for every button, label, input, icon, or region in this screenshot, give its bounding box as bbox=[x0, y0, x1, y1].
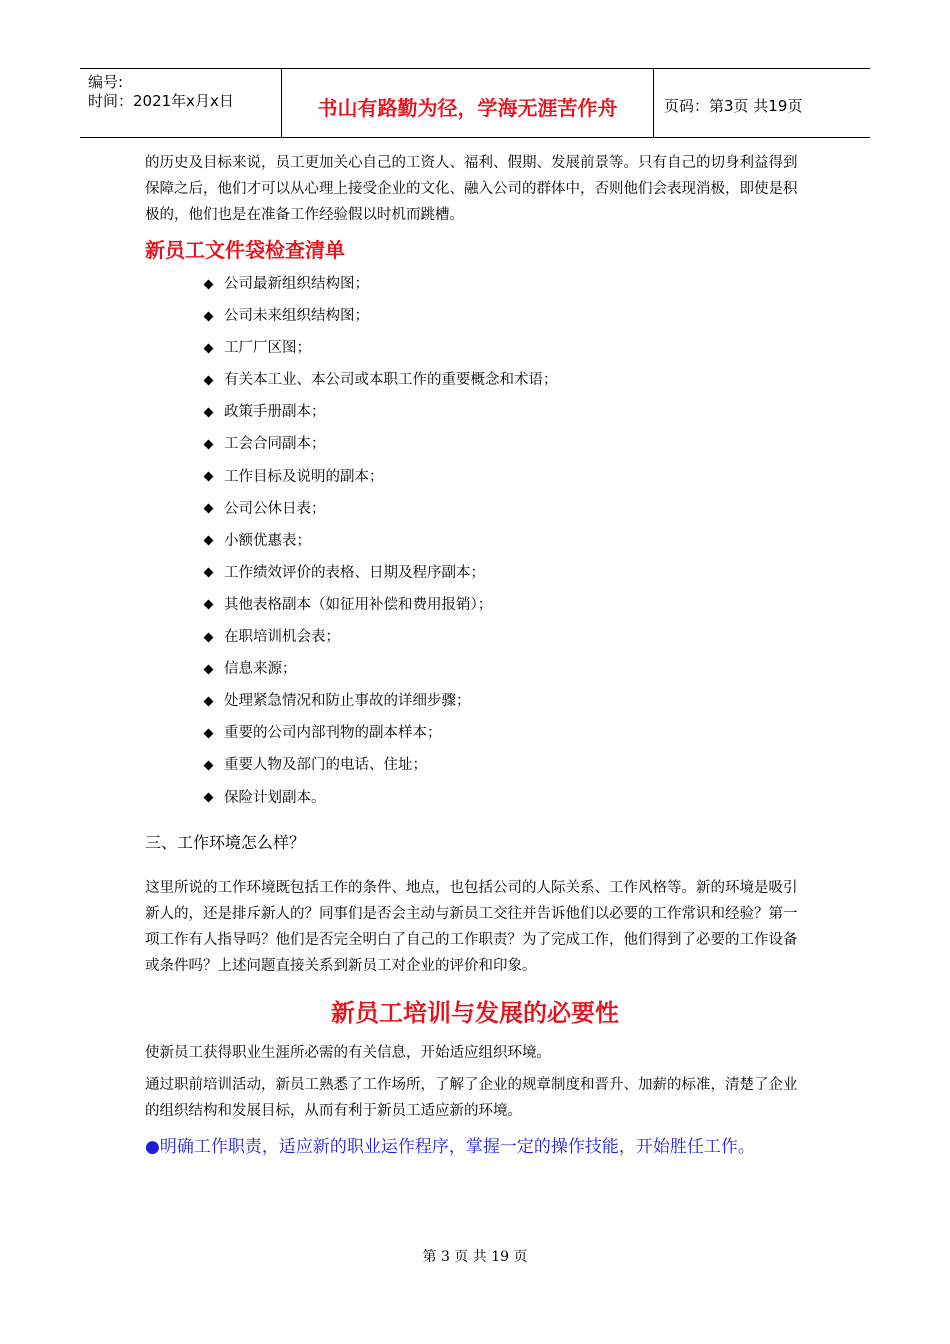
diamond-bullet-icon bbox=[204, 600, 214, 610]
diamond-bullet-icon bbox=[204, 632, 214, 642]
header-meta bbox=[80, 69, 282, 137]
list-item: 小额优惠表； bbox=[203, 525, 805, 557]
diamond-bullet-icon bbox=[204, 664, 214, 674]
list-item: 在职培训机会表； bbox=[203, 621, 805, 653]
date-line: 时间：2021年x月x日 bbox=[88, 92, 234, 110]
list-item: 公司公休日表； bbox=[203, 493, 805, 525]
number-label: 编号: bbox=[88, 73, 124, 91]
diamond-bullet-icon bbox=[204, 536, 214, 546]
checklist-title: 新员工文件袋检查清单 bbox=[145, 238, 345, 262]
list-item: 保险计划副本。 bbox=[203, 782, 805, 814]
list-item: 信息来源； bbox=[203, 653, 805, 685]
diamond-bullet-icon bbox=[204, 504, 214, 514]
checklist bbox=[145, 268, 805, 814]
list-item: 工作目标及说明的副本； bbox=[203, 461, 805, 493]
diamond-bullet-icon bbox=[204, 696, 214, 706]
diamond-bullet-icon bbox=[204, 375, 214, 385]
list-item: 公司最新组织结构图； bbox=[203, 268, 805, 300]
diamond-bullet-icon bbox=[204, 343, 214, 353]
section-three-title: 三、工作环境怎么样？ bbox=[145, 832, 306, 852]
diamond-bullet-icon bbox=[204, 728, 214, 738]
diamond-bullet-icon bbox=[204, 440, 214, 450]
necessity-title: 新员工培训与发展的必要性 bbox=[331, 998, 619, 1027]
necessity-paragraph-2: 通过职前培训活动，新员工熟悉了工作场所，了解了企业的规章制度和晋升、加薪的标准，清楚了企业的组织结构和发展目标，从而有利于新员工适应新的环境。 bbox=[145, 1076, 798, 1119]
header-page-info: 页码：第3页 共19页 bbox=[664, 96, 803, 115]
diamond-bullet-icon bbox=[204, 761, 214, 771]
list-item: 处理紧急情况和防止事故的详细步骤； bbox=[203, 685, 805, 717]
list-item: 有关本工业、本公司或本职工作的重要概念和术语； bbox=[203, 364, 805, 396]
diamond-bullet-icon bbox=[204, 407, 214, 417]
diamond-bullet-icon bbox=[204, 472, 214, 482]
diamond-bullet-icon bbox=[204, 793, 214, 803]
blue-bullet-point: ●明确工作职责，适应新的职业运作程序，掌握一定的操作技能，开始胜任工作。 bbox=[145, 1136, 755, 1157]
diamond-bullet-icon bbox=[204, 279, 214, 289]
document-body bbox=[145, 150, 805, 1157]
page-header bbox=[80, 68, 870, 138]
necessity-paragraph-1: 使新员工获得职业生涯所必需的有关信息，开始适应组织环境。 bbox=[145, 1044, 551, 1061]
header-motto: 书山有路勤为径，学海无涯苦作舟 bbox=[282, 69, 654, 137]
section-three-paragraph: 这里所说的工作环境既包括工作的条件、地点，也包括公司的人际关系、工作风格等。新的环境是吸引新人的，还是排斥新人的？同事们是否会主动与新员工交往并告诉他们以必要的工作常识和经验？第一项工作有人指导吗？他们是否完全明白了自己的工作职责？为了完成工作，他们得到了必要的工作设备或条件吗？上述问题直接关系到新员工对企业的评价和印象。 bbox=[145, 879, 798, 974]
diamond-bullet-icon bbox=[204, 568, 214, 578]
list-item: 工作绩效评价的表格、日期及程序副本； bbox=[203, 557, 805, 589]
list-item: 工厂厂区图； bbox=[203, 332, 805, 364]
intro-paragraph: 的历史及目标来说，员工更加关心自己的工资人、福利、假期、发展前景等。只有自己的切身利益得到保障之后，他们才可以从心理上接受企业的文化、融入公司的群体中，否则他们会表现消极，即使是积极的，他们也是在准备工作经验假以时机而跳槽。 bbox=[145, 155, 798, 223]
list-item: 政策手册副本； bbox=[203, 396, 805, 428]
list-item: 工会合同副本； bbox=[203, 428, 805, 460]
list-item: 其他表格副本（如征用补偿和费用报销）； bbox=[203, 589, 805, 621]
page-footer: 第 3 页 共 19 页 bbox=[422, 1249, 528, 1265]
list-item: 重要人物及部门的电话、住址； bbox=[203, 749, 805, 781]
diamond-bullet-icon bbox=[204, 311, 214, 321]
list-item: 重要的公司内部刊物的副本样本； bbox=[203, 717, 805, 749]
list-item: 公司未来组织结构图； bbox=[203, 300, 805, 332]
